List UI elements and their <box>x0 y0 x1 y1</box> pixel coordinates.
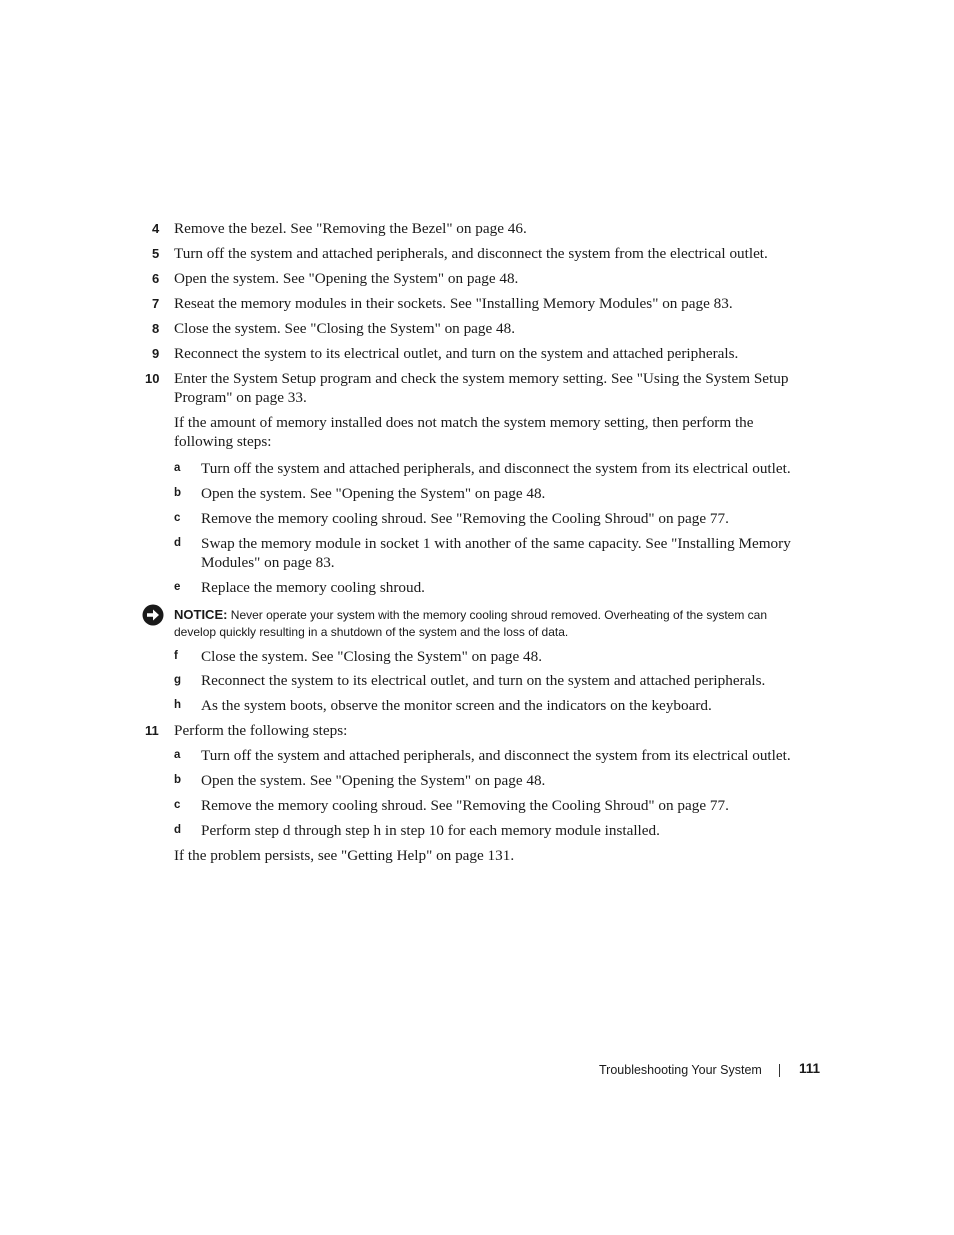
substep-letter: c <box>174 512 181 524</box>
substep-text: Remove the memory cooling shroud. See "Removing the Cooling Shroud" on page 77. <box>201 510 729 527</box>
notice-label: NOTICE: <box>174 607 228 622</box>
substep-text: Remove the memory cooling shroud. See "Removing the Cooling Shroud" on page 77. <box>201 797 729 814</box>
substep-text: Open the system. See "Opening the System" on page 48. <box>201 772 546 789</box>
step-number: 11 <box>145 723 159 738</box>
substep-text: Turn off the system and attached peripherals, and disconnect the system from its electrical outlet. <box>201 747 791 764</box>
substep-letter: b <box>174 487 182 499</box>
step-text: Reconnect the system to its electrical outlet, and turn on the system and attached peripherals. <box>174 345 739 362</box>
footer-section-title: Troubleshooting Your System <box>599 1063 762 1077</box>
substep-text: As the system boots, observe the monitor screen and the indicators on the keyboard. <box>201 697 712 714</box>
substep-letter: g <box>174 674 182 686</box>
step-note: If the amount of memory installed does not match the system memory setting, then perform the <box>174 414 754 431</box>
notice-icon <box>142 604 164 626</box>
substep-text: Open the system. See "Opening the System" on page 48. <box>201 485 546 502</box>
page-number: 111 <box>799 1061 821 1076</box>
step-number: 5 <box>152 246 160 261</box>
step-text: Reseat the memory modules in their sockets. See "Installing Memory Modules" on page 83. <box>174 295 733 312</box>
substep-letter: b <box>174 774 182 786</box>
substep-letter: h <box>174 699 182 711</box>
step-text: Turn off the system and attached peripherals, and disconnect the system from the electrical outlet. <box>174 245 768 262</box>
step-text: Remove the bezel. See "Removing the Bezel" on page 46. <box>174 220 527 237</box>
closing-paragraph: If the problem persists, see "Getting Help" on page 131. <box>174 847 515 864</box>
substep-letter: a <box>174 462 181 474</box>
step-number: 4 <box>152 221 160 236</box>
notice-box <box>174 606 814 641</box>
step-number: 10 <box>145 371 160 386</box>
substep-letter: d <box>174 537 182 549</box>
step-number: 6 <box>152 271 160 286</box>
footer-divider <box>779 1064 780 1077</box>
step-text: Open the system. See "Opening the System" on page 48. <box>174 270 519 287</box>
substep-letter: e <box>174 581 181 593</box>
step-note-continued: following steps: <box>174 433 272 450</box>
substep-text: Perform step d through step h in step 10 for each memory module installed. <box>201 822 660 839</box>
step-text: Close the system. See "Closing the System" on page 48. <box>174 320 516 337</box>
substep-text: Reconnect the system to its electrical outlet, and turn on the system and attached peripherals. <box>201 672 766 689</box>
step-text: Enter the System Setup program and check the system memory setting. See "Using the System Setup <box>174 370 789 387</box>
substep-text: Swap the memory module in socket 1 with another of the same capacity. See "Installing Memory <box>201 535 791 552</box>
step-text-continued: Program" on page 33. <box>174 389 307 406</box>
substep-text: Turn off the system and attached peripherals, and disconnect the system from its electrical outlet. <box>201 460 791 477</box>
step-number: 9 <box>152 346 160 361</box>
substep-letter: d <box>174 824 182 836</box>
step-number: 8 <box>152 321 160 336</box>
substep-text: Close the system. See "Closing the System" on page 48. <box>201 648 543 665</box>
notice-text: Never operate your system with the memory cooling shroud removed. Overheating of the system can <box>227 608 768 622</box>
substep-letter: a <box>174 749 181 761</box>
substep-letter: c <box>174 799 181 811</box>
step-number: 7 <box>152 296 160 311</box>
step-text: Perform the following steps: <box>174 722 348 739</box>
substep-letter: f <box>174 650 178 662</box>
notice-text-continued: develop quickly resulting in a shutdown of the system and the loss of data. <box>174 625 569 639</box>
substep-text-continued: Modules" on page 83. <box>201 554 335 571</box>
substep-text: Replace the memory cooling shroud. <box>201 579 425 596</box>
